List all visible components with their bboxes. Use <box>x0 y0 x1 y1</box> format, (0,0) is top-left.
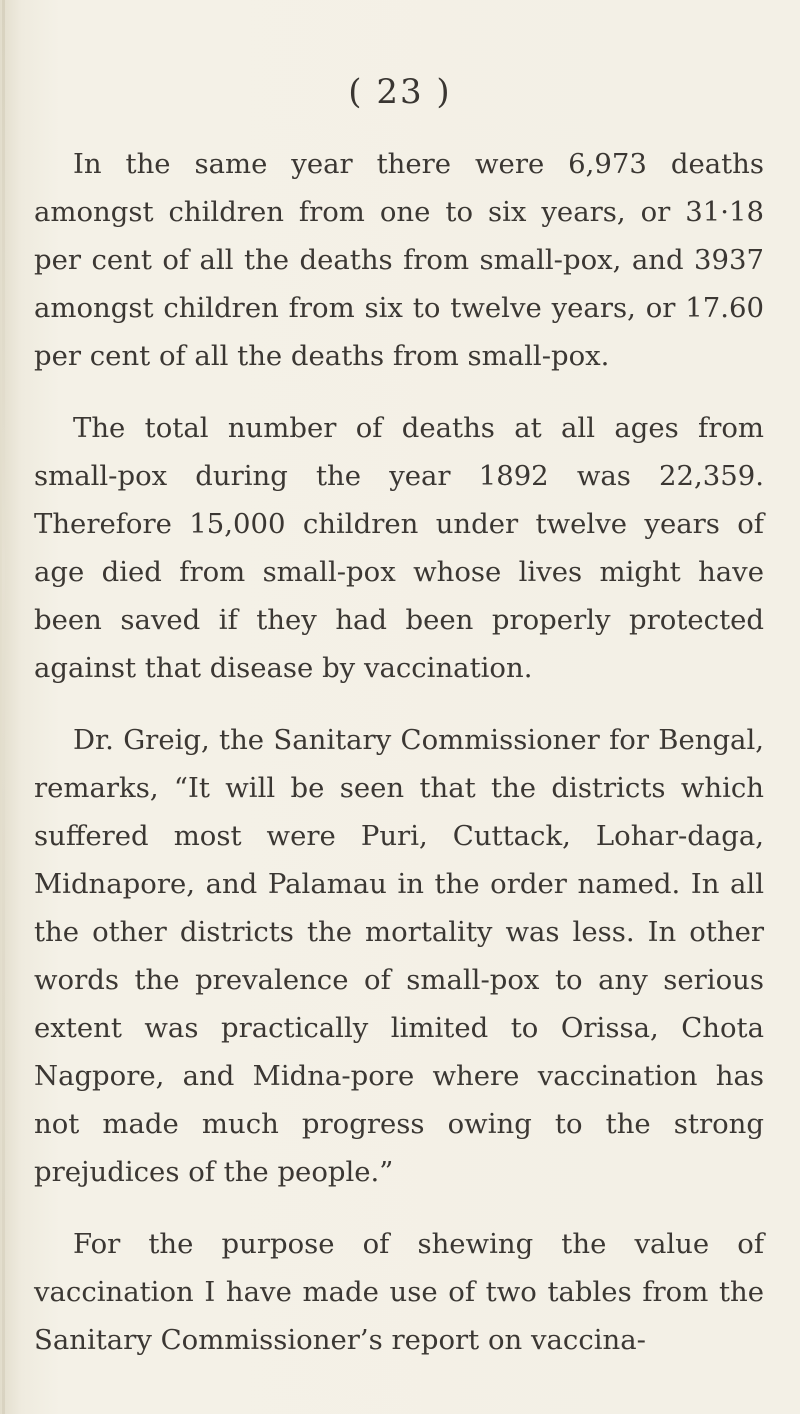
body-text <box>34 140 764 1388</box>
page-gutter <box>2 0 5 1414</box>
paragraph-total-deaths: The total number of deaths at all ages from small-pox during the year 1892 was 22,359. Therefore 15,000 children under twelve years of age died from small-pox whose lives might have been saved if they had been properly protected against that disease by vaccination. <box>34 412 764 684</box>
paragraph-dr-greig-quote: Dr. Greig, the Sanitary Commissioner for Bengal, remarks, “It will be seen that the districts which suffered most were Puri, Cuttack, Lohar-daga, Midnapore, and Palamau in the order named. In all the other districts the mortality was less. In other words the prevalence of small-pox to any serious extent was practically limited to Orissa, Chota Nagpore, and Midna-pore where vaccination has not made much progress owing to the strong prejudices of the people.” <box>34 724 764 1188</box>
paragraph-vaccination-tables: For the purpose of shewing the value of vaccination I have made use of two tables from the Sanitary Commissioner’s report on vaccina- <box>34 1228 764 1356</box>
paragraph-deaths-by-age: In the same year there were 6,973 deaths amongst children from one to six years, or 31·18 per cent of all the deaths from small-pox, and 3937 amongst children from six to twelve years, or 17.60 per cent of all the deaths from small-pox. <box>34 148 764 372</box>
page-number: ( 23 ) <box>348 72 452 112</box>
